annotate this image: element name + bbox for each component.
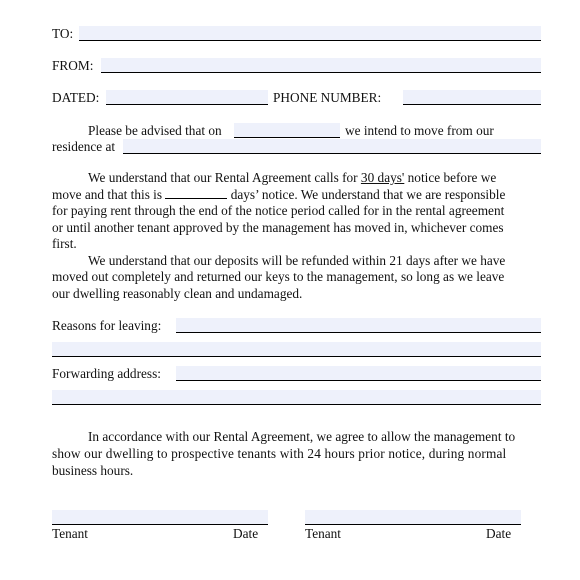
forwarding-field-1[interactable] [176, 366, 541, 381]
dated-field[interactable] [106, 90, 268, 105]
notice-line1-pre: Please be advised that on [88, 123, 222, 138]
move-date-field[interactable] [234, 123, 340, 138]
reasons-field-1[interactable] [176, 318, 541, 333]
agreement-line1-post: notice before we [407, 170, 497, 185]
phone-label: PHONE NUMBER: [273, 90, 382, 105]
deposit-line1: We understand that our deposits will be refunded within 21 days after we have [88, 252, 506, 268]
notice-line2-pre: residence at [52, 139, 116, 154]
agreement-line1 [88, 170, 496, 187]
deposit-line2: moved out completely and returned our keys to the management, so long as we leave [52, 269, 505, 284]
date2-label: Date [486, 526, 512, 541]
agreement-line1-pre: We understand that our Rental Agreement calls for [88, 170, 358, 185]
days-notice-blank[interactable] [165, 187, 227, 199]
reasons-label: Reasons for leaving: [52, 318, 162, 333]
agreement-line4: or until another tenant approved by the management has moved in, whichever comes [52, 219, 504, 235]
tenant1-signature-field[interactable] [52, 510, 268, 525]
notice-line1-post: we intend to move from our [345, 123, 494, 138]
agreement-line5: first. [52, 236, 77, 251]
reasons-field-2[interactable] [52, 342, 541, 357]
agreement-line2-pre: move and that this is [52, 186, 163, 202]
from-field[interactable] [101, 58, 541, 73]
agreement-line2-post: days’ notice. We understand that we are responsible [230, 186, 506, 202]
showing-line3: business hours. [52, 462, 134, 478]
to-label: TO: [52, 26, 74, 41]
to-field[interactable] [79, 26, 541, 41]
showing-line1: In accordance with our Rental Agreement, we agree to allow the management to [88, 429, 516, 444]
notice-days: 30 days' [360, 170, 405, 185]
agreement-line3: for paying rent through the end of the notice period called for in the rental agreement [52, 203, 505, 218]
tenant2-label: Tenant [305, 526, 341, 541]
date1-label: Date [233, 526, 259, 541]
forwarding-field-2[interactable] [52, 390, 541, 405]
showing-line2: show our dwelling to prospective tenants with 24 hours prior notice, during normal [52, 446, 507, 461]
deposit-line3: our dwelling reasonably clean and undamaged. [52, 285, 303, 301]
forwarding-label: Forwarding address: [52, 366, 161, 381]
tenant1-label: Tenant [52, 526, 88, 541]
phone-field[interactable] [403, 90, 541, 105]
residence-field[interactable] [123, 139, 541, 154]
tenant2-signature-field[interactable] [305, 510, 521, 525]
agreement-line2 [52, 187, 505, 204]
from-label: FROM: [52, 58, 94, 73]
dated-label: DATED: [52, 90, 100, 105]
